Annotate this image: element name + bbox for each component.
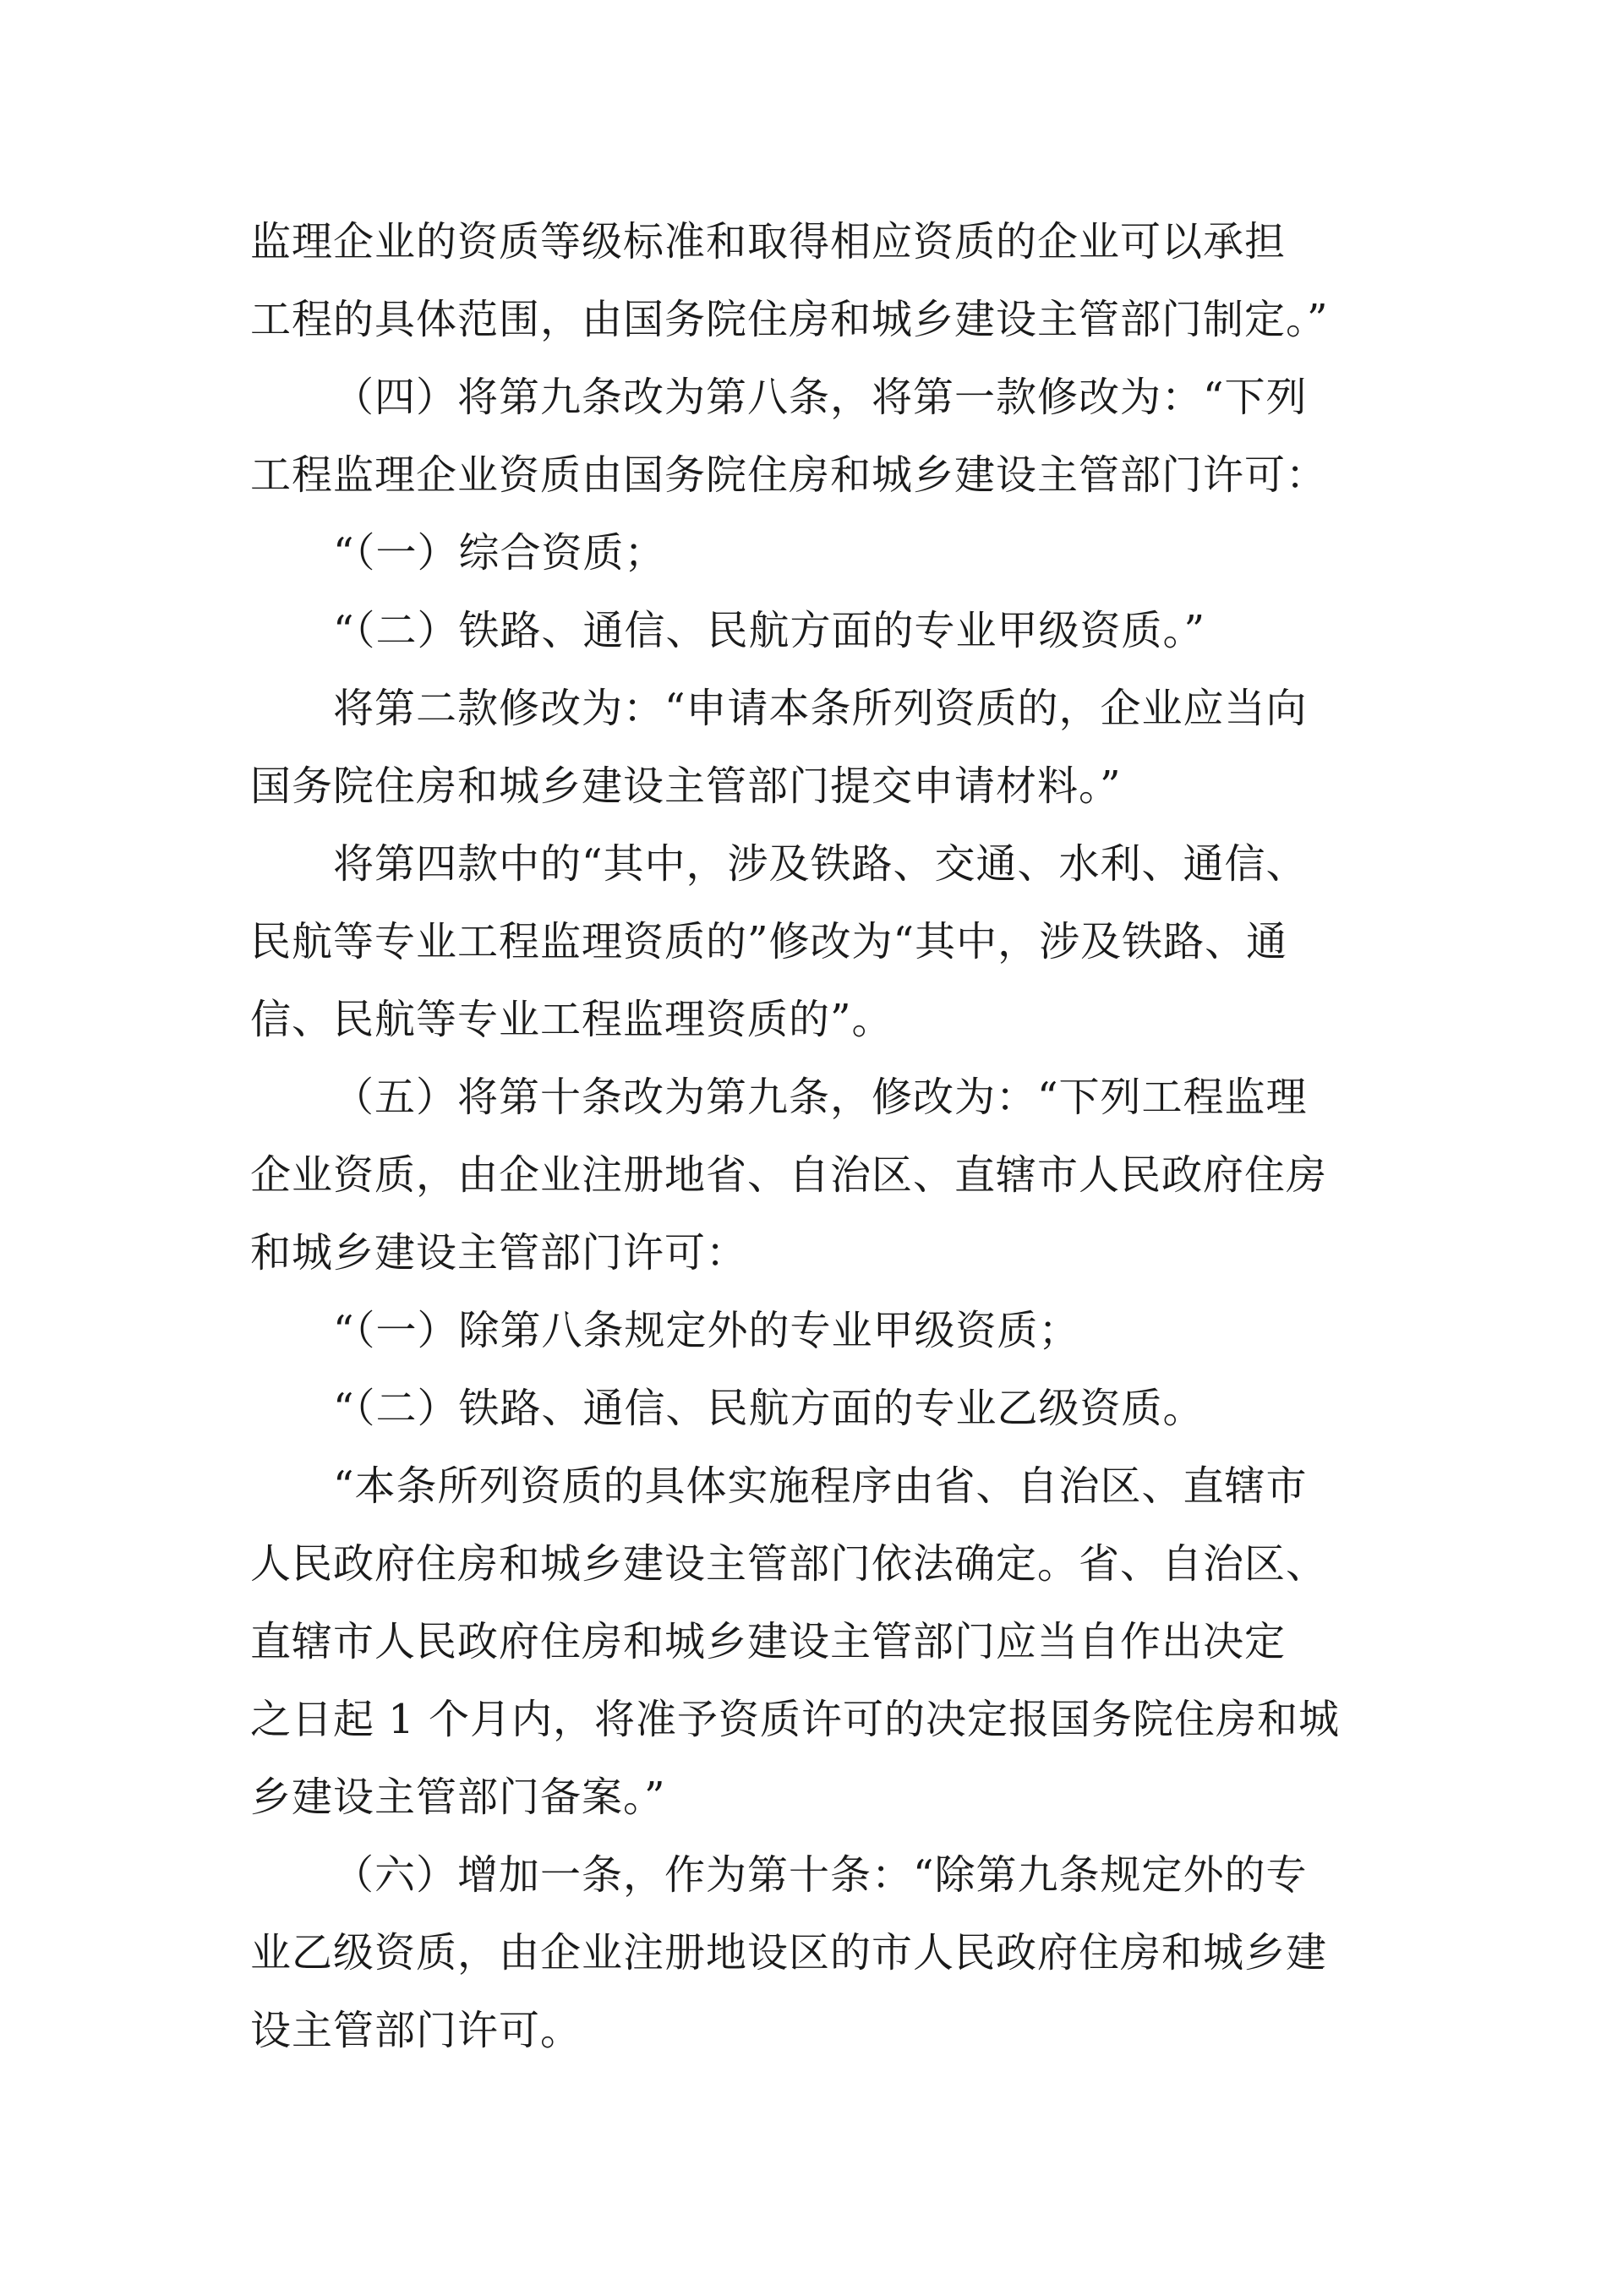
text-line: （四）将第九条改为第八条，将第一款修改为：“下列 <box>333 374 1308 421</box>
text-line: “（二）铁路、通信、民航方面的专业甲级资质。” <box>333 607 1206 654</box>
text-line: 将第二款修改为：“申请本条所列资质的，企业应当向 <box>333 685 1308 732</box>
text-line: 和城乡建设主管部门许可： <box>250 1229 748 1276</box>
document-body <box>250 203 1383 2069</box>
text-line: 之日起 1 个月内，将准予资质许可的决定报国务院住房和城 <box>250 1696 1341 1743</box>
text-line: 人民政府住房和城乡建设主管部门依法确定。省、自治区、 <box>250 1540 1328 1588</box>
text-line: “（一）综合资质； <box>333 529 666 577</box>
text-line: 监理企业的资质等级标准和取得相应资质的企业可以承担 <box>250 218 1287 265</box>
text-line: 国务院住房和城乡建设主管部门提交申请材料。” <box>250 763 1122 810</box>
text-line: 民航等专业工程监理资质的”修改为“其中，涉及铁路、通 <box>250 918 1288 965</box>
text-line: 设主管部门许可。 <box>250 2007 582 2054</box>
text-line: （六）增加一条，作为第十条：“除第九条规定外的专 <box>333 1851 1308 1899</box>
text-line: 乡建设主管部门备案。” <box>250 1774 666 1821</box>
text-line: 信、民航等专业工程监理资质的”。 <box>250 996 893 1043</box>
text-line: 直辖市人民政府住房和城乡建设主管部门应当自作出决定 <box>250 1618 1287 1665</box>
text-line: 业乙级资质，由企业注册地设区的市人民政府住房和城乡建 <box>250 1929 1328 1976</box>
text-line: （五）将第十条改为第九条，修改为：“下列工程监理 <box>333 1074 1308 1121</box>
text-line: 工程的具体范围，由国务院住房和城乡建设主管部门制定。” <box>250 296 1329 343</box>
text-line: “（二）铁路、通信、民航方面的专业乙级资质。 <box>333 1385 1205 1432</box>
text-line: “本条所列资质的具体实施程序由省、自治区、直辖市 <box>333 1462 1308 1510</box>
text-line: 将第四款中的“其中，涉及铁路、交通、水利、通信、 <box>333 840 1308 888</box>
text-line: 企业资质，由企业注册地省、自治区、直辖市人民政府住房 <box>250 1151 1328 1199</box>
text-line: “（一）除第八条规定外的专业甲级资质； <box>333 1307 1080 1354</box>
text-line: 工程监理企业资质由国务院住房和城乡建设主管部门许可： <box>250 451 1328 499</box>
